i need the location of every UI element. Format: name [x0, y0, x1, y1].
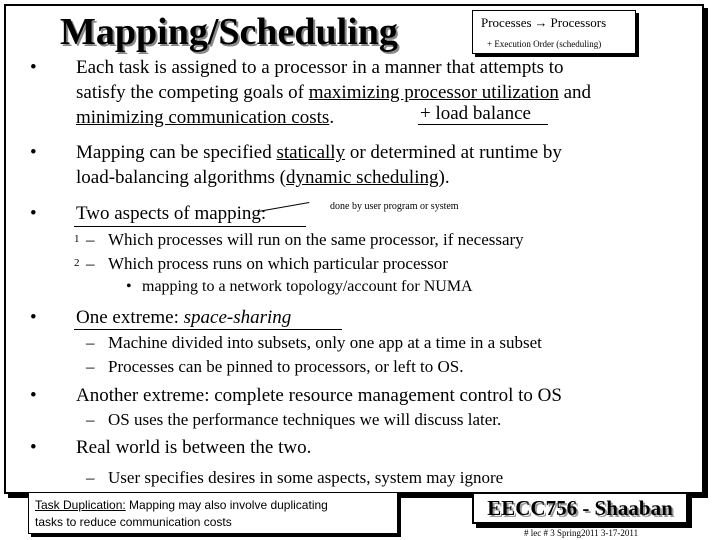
dash-icon: –: [86, 357, 95, 376]
b1-l2b: maximizing processor utilization: [308, 82, 559, 103]
bullet-icon: •: [30, 142, 37, 163]
processors-label: Processors: [550, 15, 607, 30]
b4-sub1: Machine divided into subsets, only one app at a time in a subset: [108, 333, 542, 352]
b3-note: done by user program or system: [330, 201, 459, 212]
course-badge: EECC756 - Shaaban: [472, 492, 688, 524]
b2-l1a: Mapping can be specified: [76, 142, 277, 163]
b1-line3: [76, 107, 334, 129]
load-balance-underline: [418, 124, 548, 125]
execution-order-label: + Execution Order (scheduling): [487, 39, 602, 49]
b3-num1: 1: [74, 233, 80, 245]
b3-sub3: mapping to a network topology/account for NUMA: [142, 278, 473, 295]
b5-label: Another extreme: complete resource management control to OS: [76, 385, 562, 406]
bullet-icon: •: [30, 203, 37, 224]
b3-label: Two aspects of mapping:: [76, 203, 267, 224]
dash-icon: –: [86, 468, 95, 487]
b1-l2a: satisfy the competing goals of: [76, 82, 309, 103]
b2-line2: [76, 167, 450, 189]
dash-icon: –: [86, 230, 95, 249]
note-text1: Mapping may also involve duplicating: [125, 498, 328, 512]
b3-underline: [74, 226, 306, 227]
b3-num2: 2: [74, 257, 80, 269]
b4-label-text: One extreme:: [76, 307, 184, 328]
lecture-info: # lec # 3 Spring2011 3-17-2011: [524, 528, 639, 538]
bullet-icon: •: [30, 385, 37, 406]
b5-sub1: OS uses the performance techniques we will discuss later.: [108, 410, 502, 429]
b4-sub2: Processes can be pinned to processors, or left to OS.: [108, 357, 464, 376]
b4-label: [76, 307, 291, 329]
b2-l1b: statically: [276, 142, 346, 163]
processes-label: Processes: [481, 15, 532, 30]
b2-l1c: or determined at runtime by: [345, 142, 562, 163]
dash-icon: –: [86, 254, 95, 273]
b2-l2a: load-balancing algorithms (: [76, 167, 286, 188]
b1-line1: Each task is assigned to a processor in a manner that attempts to: [76, 57, 564, 78]
b6-sub1: User specifies desires in some aspects, system may ignore: [108, 468, 504, 487]
b1-l3b: .: [329, 107, 335, 128]
slide-title: Mapping/Scheduling: [60, 11, 398, 53]
b1-l3: minimizing communication costs: [76, 107, 330, 128]
b4-em: space-sharing: [183, 307, 292, 328]
b3-sub2: Which process runs on which particular processor: [108, 254, 448, 273]
b3-sub1: Which processes will run on the same processor, if necessary: [108, 230, 524, 249]
processes-processors-box: [472, 10, 636, 54]
b1-l2c: and: [558, 82, 592, 103]
b2-l2b: dynamic scheduling: [286, 167, 439, 188]
note-heading: Task Duplication:: [35, 498, 126, 512]
dash-icon: –: [86, 410, 95, 429]
b4-underline: [74, 329, 342, 330]
bullet-icon: •: [30, 437, 37, 458]
b2-l2c: ).: [438, 167, 450, 188]
b6-label: Real world is between the two.: [76, 437, 312, 458]
task-duplication-note: [28, 492, 398, 534]
b2-line1: [76, 142, 562, 164]
load-balance-note: + load balance: [420, 103, 531, 124]
proc-mapping-line: [481, 15, 606, 31]
dash-icon: –: [86, 333, 95, 352]
bullet-icon: •: [30, 57, 37, 78]
right-arrow-icon: →: [534, 15, 548, 30]
b3-sub3-bullet: •: [126, 278, 132, 295]
note-text2: tasks to reduce communication costs: [35, 515, 232, 529]
bullet-icon: •: [30, 307, 37, 328]
b1-line2: [76, 82, 591, 104]
